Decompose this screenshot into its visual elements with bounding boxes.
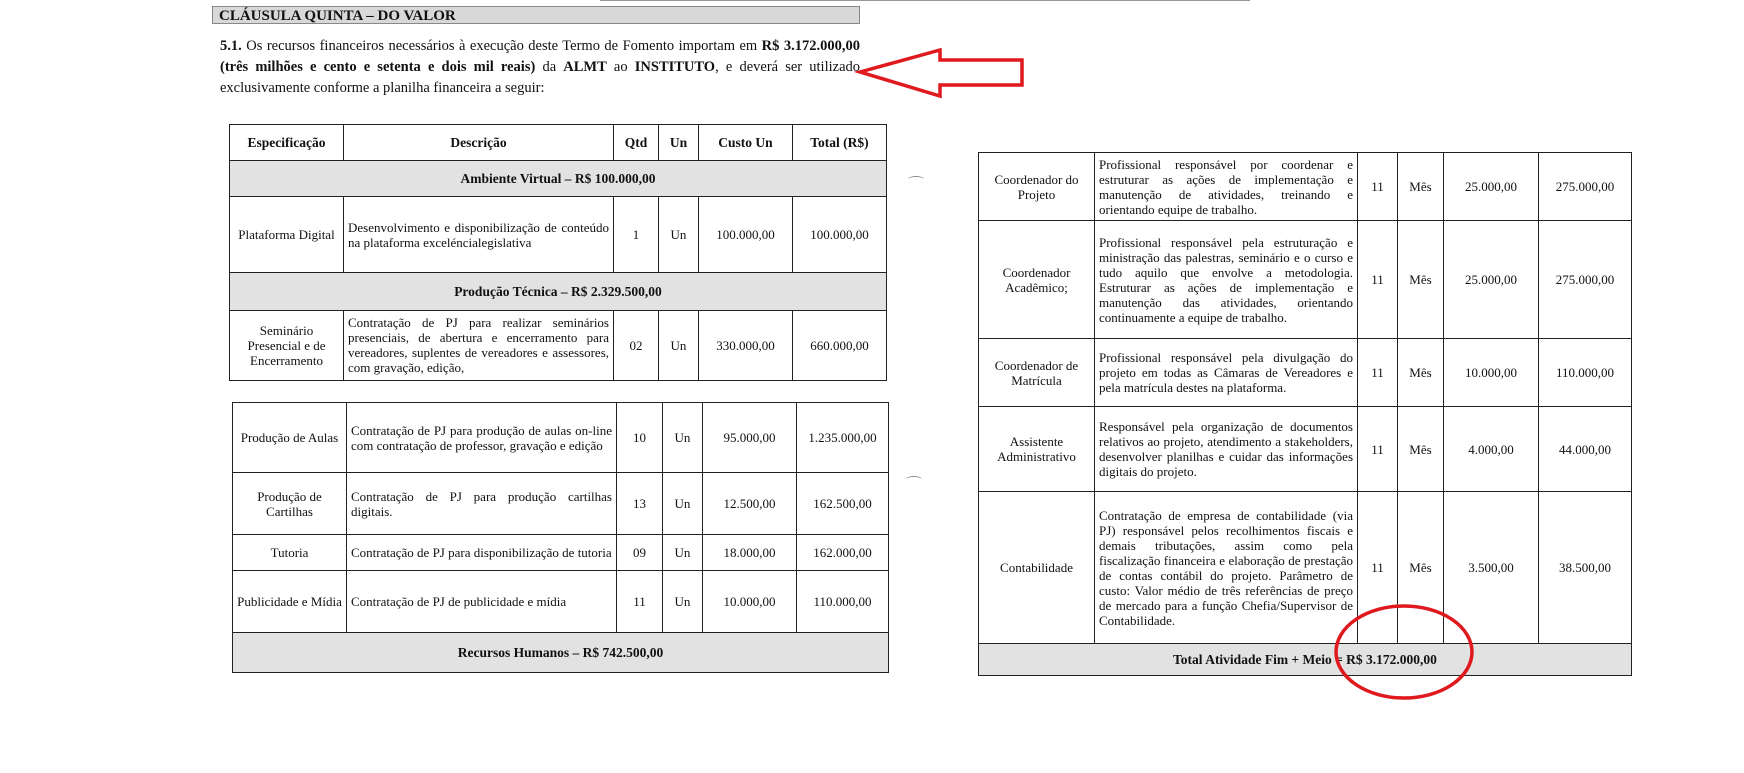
clause-title: CLÁUSULA QUINTA – DO VALOR (212, 6, 860, 24)
cell-spec: Assistente Administrativo (979, 407, 1095, 492)
cell-total: 162.500,00 (797, 473, 889, 535)
cell-total: 100.000,00 (793, 197, 887, 273)
cell-custo: 25.000,00 (1444, 153, 1539, 221)
cell-spec: Publicidade e Mídia (233, 571, 347, 633)
cell-qtd: 10 (617, 403, 663, 473)
paragraph-text-3: ao (606, 59, 635, 75)
cell-un: Mês (1398, 339, 1444, 407)
cell-total: 110.000,00 (1539, 339, 1632, 407)
cell-desc: Contratação de PJ para produção cartilhas digitais. (347, 473, 617, 535)
cell-un: Mês (1398, 221, 1444, 339)
grand-total: Total Atividade Fim + Meio = R$ 3.172.000,00 (979, 644, 1632, 676)
cell-qtd: 02 (614, 311, 659, 381)
cell-spec: Produção de Aulas (233, 403, 347, 473)
cell-custo: 95.000,00 (703, 403, 797, 473)
cell-custo: 10.000,00 (703, 571, 797, 633)
header-total: Total (R$) (793, 125, 887, 161)
paragraph-amount: R$ 3.172.000,00 (três milhões e cento e setenta e dois mil reais) (220, 38, 860, 75)
red-arrow-annotation (860, 50, 1022, 96)
cell-spec: Coordenador do Projeto (979, 153, 1095, 221)
header-un: Un (659, 125, 699, 161)
cell-spec: Contabilidade (979, 492, 1095, 644)
cell-desc: Profissional responsável pela divulgação do projeto em todas as Câmaras de Vereadores e pela matrícula destes na plataforma. (1095, 339, 1358, 407)
cell-custo: 3.500,00 (1444, 492, 1539, 644)
cell-spec: Coordenador de Matrícula (979, 339, 1095, 407)
cell-desc: Profissional responsável pela estruturação e ministração das palestras, seminário e o curso e tudo aquilo que envolve a metodologia. Estruturar as ações de implementação e manutenção das atividades, orientando continuamente a equipe de trabalho. (1095, 221, 1358, 339)
cell-qtd: 09 (617, 535, 663, 571)
red-circle-annotation (1336, 606, 1472, 698)
cell-spec: Coordenador Acadêmico; (979, 221, 1095, 339)
section-ambiente-virtual: Ambiente Virtual – R$ 100.000,00 (230, 161, 887, 197)
paragraph-org-almt: ALMT (563, 59, 607, 75)
cell-spec: Plataforma Digital (230, 197, 344, 273)
cell-custo: 10.000,00 (1444, 339, 1539, 407)
cell-spec: Tutoria (233, 535, 347, 571)
cell-custo: 25.000,00 (1444, 221, 1539, 339)
paragraph-text-1: Os recursos financeiros necessários à execução deste Termo de Fomento importam em (241, 38, 762, 54)
cell-total: 275.000,00 (1539, 221, 1632, 339)
cell-un: Un (663, 571, 703, 633)
paragraph-number: 5.1. (220, 38, 242, 54)
cell-un: Mês (1398, 153, 1444, 221)
cell-total: 38.500,00 (1539, 492, 1632, 644)
header-custo: Custo Un (699, 125, 793, 161)
cell-un: Un (663, 535, 703, 571)
cell-un: Mês (1398, 492, 1444, 644)
cell-un: Un (659, 311, 699, 381)
cell-total: 162.000,00 (797, 535, 889, 571)
cell-qtd: 13 (617, 473, 663, 535)
cell-spec: Produção de Cartilhas (233, 473, 347, 535)
cell-un: Mês (1398, 407, 1444, 492)
cell-un: Un (663, 473, 703, 535)
cell-desc: Profissional responsável por coordenar e estruturar as ações de implementação e manutenção de atividades, treinando e orientando equipe de trabalho. (1095, 153, 1358, 221)
cell-qtd: 1 (614, 197, 659, 273)
header-qtd: Qtd (614, 125, 659, 161)
cell-un: Un (663, 403, 703, 473)
cell-custo: 18.000,00 (703, 535, 797, 571)
cell-desc: Contratação de PJ de publicidade e mídia (347, 571, 617, 633)
cell-custo: 100.000,00 (699, 197, 793, 273)
cell-total: 110.000,00 (797, 571, 889, 633)
paragraph-text-4: , e deverá ser utilizado exclusivamente conforme a planilha financeira a seguir: (220, 59, 861, 96)
cell-desc: Responsável pela organização de documentos relativos ao projeto, atendimento a stakeholders, desenvolver planilhas e cuidar das informações digitais do projeto. (1095, 407, 1358, 492)
cell-total: 660.000,00 (793, 311, 887, 381)
cell-custo: 12.500,00 (703, 473, 797, 535)
cell-custo: 330.000,00 (699, 311, 793, 381)
cell-qtd: 11 (1358, 339, 1398, 407)
cell-qtd: 11 (1358, 153, 1398, 221)
cell-desc: Contratação de PJ para produção de aulas on-line com contratação de professor, gravação e edição (347, 403, 617, 473)
cell-qtd: 11 (1358, 221, 1398, 339)
cell-qtd: 11 (617, 571, 663, 633)
paragraph-org-instituto: INSTITUTO (634, 59, 716, 75)
header-spec: Especificação (230, 125, 344, 161)
paragraph-text-2: da (535, 59, 564, 75)
cell-total: 1.235.000,00 (797, 403, 889, 473)
cell-total: 275.000,00 (1539, 153, 1632, 221)
cell-desc: Contratação de empresa de contabilidade (via PJ) responsável pelos recolhimentos fiscais e demais tributações, assim como pela fiscalização financeira e elaboração de prestação de contas contábil do projeto. Parâmetro de custo: Valor médio de três referências de preço de mercado para a função Chefia/Supervisor de Contabilidade. (1095, 492, 1358, 644)
section-producao-tecnica: Produção Técnica – R$ 2.329.500,00 (230, 273, 887, 311)
section-recursos-humanos: Recursos Humanos – R$ 742.500,00 (233, 633, 889, 673)
cell-qtd: 11 (1358, 407, 1398, 492)
cell-un: Un (659, 197, 699, 273)
cell-desc: Contratação de PJ para realizar seminários presenciais, de abertura e encerramento para vereadores, suplentes de vereadores e assessores, com gravação, edição, (348, 314, 609, 375)
cell-custo: 4.000,00 (1444, 407, 1539, 492)
cell-desc: Contratação de PJ para disponibilização de tutoria (347, 535, 617, 571)
cell-desc: Desenvolvimento e disponibilização de conteúdo na plataforma exceléncialegislativa (344, 197, 614, 273)
cell-spec: Seminário Presencial e de Encerramento (230, 311, 344, 381)
cell-qtd: 11 (1358, 492, 1398, 644)
cell-total: 44.000,00 (1539, 407, 1632, 492)
header-desc: Descrição (344, 125, 614, 161)
